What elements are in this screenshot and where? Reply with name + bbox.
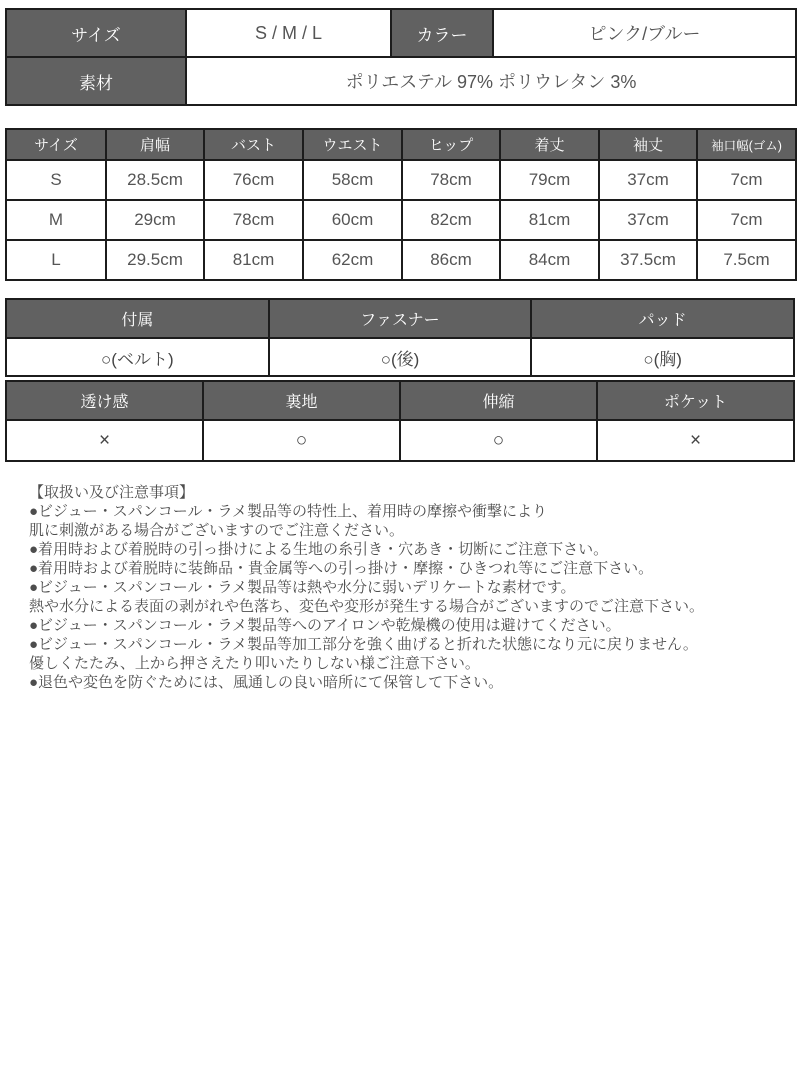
- fastener-value: ○(後): [269, 338, 532, 376]
- pocket-value: ×: [597, 420, 794, 461]
- features-1-value-row: [6, 338, 794, 376]
- cell: 81cm: [204, 240, 303, 280]
- size-value: S / M / L: [186, 9, 391, 57]
- features-table-1: [5, 298, 795, 377]
- note-line: ●ビジュー・スパンコール・ラメ製品等は熱や水分に弱いデリケートな素材です。: [29, 579, 576, 596]
- cell: 58cm: [303, 160, 402, 200]
- color-value: ピンク/ブルー: [493, 9, 796, 57]
- features-2-header-row: [6, 381, 794, 420]
- size-table-header-row: [6, 129, 796, 160]
- size-label: サイズ: [6, 9, 186, 57]
- spec-top-row-material: [6, 57, 796, 105]
- size-row-s: [6, 160, 796, 200]
- cell: 78cm: [204, 200, 303, 240]
- size-row-m: [6, 200, 796, 240]
- cell: 37cm: [599, 160, 697, 200]
- note-line: ●着用時および着脱時の引っ掛けによる生地の糸引き・穴あき・切断にご注意下さい。: [29, 541, 609, 558]
- lining-value: ○: [203, 420, 400, 461]
- note-line: 肌に刺激がある場合がございますのでご注意ください。: [29, 522, 405, 539]
- cell: 82cm: [402, 200, 500, 240]
- col-header-sleeve: 袖丈: [599, 129, 697, 160]
- col-header-hip: ヒップ: [402, 129, 500, 160]
- cell: 81cm: [500, 200, 599, 240]
- features-2-value-row: [6, 420, 794, 461]
- cell: 7cm: [697, 160, 796, 200]
- col-header-lining: 裏地: [203, 381, 400, 420]
- accessory-value: ○(ベルト): [6, 338, 269, 376]
- features-table-2: [5, 380, 795, 462]
- size-measurement-table: [5, 128, 797, 281]
- note-line: 優しくたたみ、上から押さえたり叩いたりしない様ご注意下さい。: [29, 655, 480, 672]
- cell: 28.5cm: [106, 160, 204, 200]
- col-header-stretch: 伸縮: [400, 381, 597, 420]
- cell: 84cm: [500, 240, 599, 280]
- cell: 37.5cm: [599, 240, 697, 280]
- features-1-header-row: [6, 299, 794, 338]
- sheerness-value: ×: [6, 420, 203, 461]
- cell: 62cm: [303, 240, 402, 280]
- spec-top-table: [5, 8, 797, 106]
- cell: 86cm: [402, 240, 500, 280]
- material-label: 素材: [6, 57, 186, 105]
- color-label: カラー: [391, 9, 493, 57]
- col-header-length: 着丈: [500, 129, 599, 160]
- col-header-bust: バスト: [204, 129, 303, 160]
- cell: 7.5cm: [697, 240, 796, 280]
- handling-notes: [5, 483, 795, 692]
- cell: 7cm: [697, 200, 796, 240]
- col-header-shoulder: 肩幅: [106, 129, 204, 160]
- cell: M: [6, 200, 106, 240]
- note-line: ●ビジュー・スパンコール・ラメ製品等加工部分を強く曲げると折れた状態になり元に戻りません。: [29, 636, 698, 653]
- size-row-l: [6, 240, 796, 280]
- col-header-pocket: ポケット: [597, 381, 794, 420]
- cell: L: [6, 240, 106, 280]
- col-header-waist: ウエスト: [303, 129, 402, 160]
- cell: 37cm: [599, 200, 697, 240]
- col-header-size: サイズ: [6, 129, 106, 160]
- cell: 29.5cm: [106, 240, 204, 280]
- stretch-value: ○: [400, 420, 597, 461]
- col-header-pad: パッド: [531, 299, 794, 338]
- cell: 76cm: [204, 160, 303, 200]
- note-line: 熱や水分による表面の剥がれや色落ち、変色や変形が発生する場合がございますのでご注意下さい。: [29, 598, 705, 615]
- spec-top-row-size-color: [6, 9, 796, 57]
- col-header-cuff: 袖口幅(ゴム): [697, 129, 796, 160]
- note-line: ●着用時および着脱時に装飾品・貴金属等への引っ掛け・摩擦・ひきつれ等にご注意下さい。: [29, 560, 654, 577]
- note-line: ●ビジュー・スパンコール・ラメ製品等の特性上、着用時の摩擦や衝撃により: [29, 503, 548, 520]
- product-spec-sheet: [5, 8, 795, 692]
- cell: 60cm: [303, 200, 402, 240]
- cell: 78cm: [402, 160, 500, 200]
- col-header-fastener: ファスナー: [269, 299, 532, 338]
- notes-title: 【取扱い及び注意事項】: [29, 484, 195, 501]
- cell: 29cm: [106, 200, 204, 240]
- material-value: ポリエステル 97% ポリウレタン 3%: [186, 57, 796, 105]
- cell: S: [6, 160, 106, 200]
- pad-value: ○(胸): [531, 338, 794, 376]
- col-header-accessory: 付属: [6, 299, 269, 338]
- cell: 79cm: [500, 160, 599, 200]
- note-line: ●ビジュー・スパンコール・ラメ製品等へのアイロンや乾燥機の使用は避けてください。: [29, 617, 621, 634]
- col-header-sheerness: 透け感: [6, 381, 203, 420]
- note-line: ●退色や変色を防ぐためには、風通しの良い暗所にて保管して下さい。: [29, 674, 504, 691]
